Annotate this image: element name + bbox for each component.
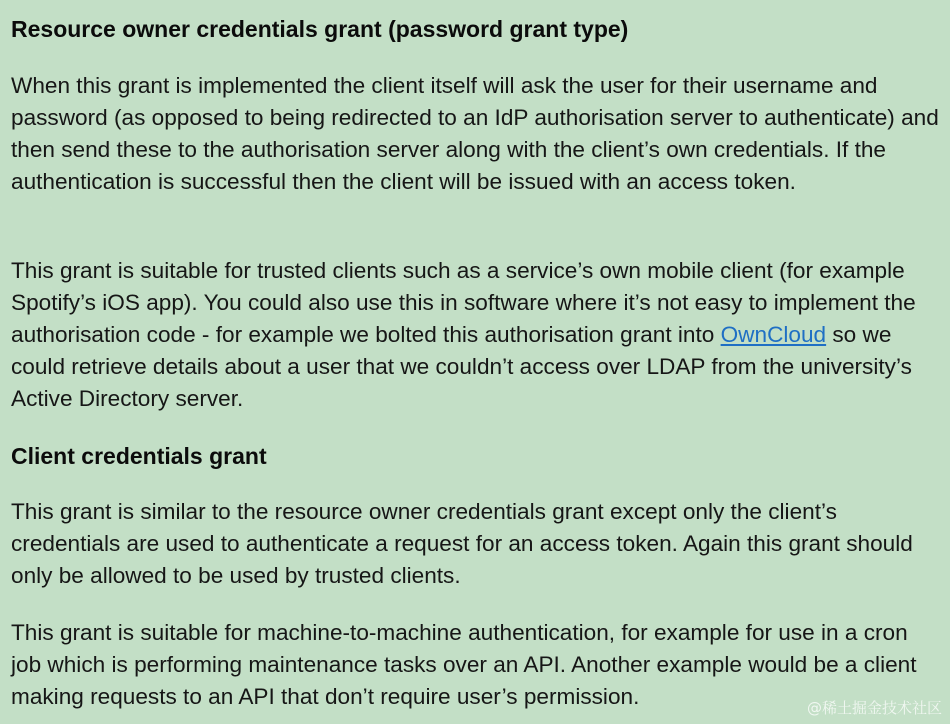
paragraph-password-grant-usage: [11, 255, 941, 415]
section-heading-password-grant: Resource owner credentials grant (password grant type): [11, 16, 629, 42]
paragraph-text: so we could retrieve details about a user that we couldn’t access over LDAP from the university’s Active Directory server.: [11, 322, 912, 411]
paragraph-password-grant-description: When this grant is implemented the client itself will ask the user for their username and password (as opposed to being redirected to an IdP authorisation server to authenticate) and then send these to the authorisation server along with the client’s own credentials. If the authentication is successful then the client will be issued with an access token.: [11, 73, 939, 194]
paragraph-client-credentials-description: This grant is similar to the resource owner credentials grant except only the client’s credentials are used to authenticate a request for an access token. Again this grant should only be allowed to be used by trusted clients.: [11, 499, 913, 588]
section-heading-client-credentials: Client credentials grant: [11, 443, 267, 469]
owncloud-link[interactable]: OwnCloud: [720, 322, 827, 347]
paragraph-text: This grant is suitable for trusted clients such as a service’s own mobile client (for example Spotify’s iOS app). You could also use this in software where it’s not easy to implement the authorisation code - for example we bolted this authorisation grant into: [11, 258, 916, 347]
paragraph-client-credentials-usage: This grant is suitable for machine-to-machine authentication, for example for use in a cron job which is performing maintenance tasks over an API. Another example would be a client making requests to an API that don’t require user’s permission.: [11, 620, 917, 709]
watermark: @稀土掘金技术社区: [806, 699, 942, 717]
